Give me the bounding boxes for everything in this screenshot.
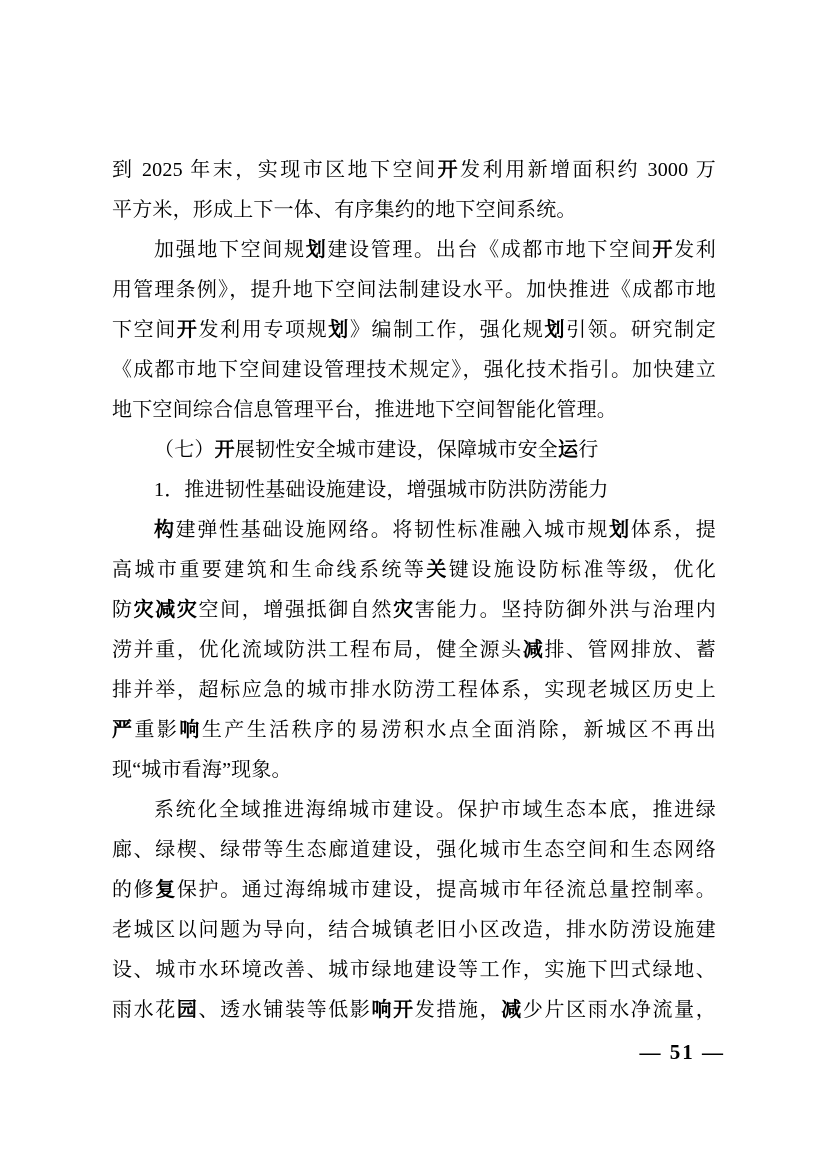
bold-text-run: 减	[501, 999, 523, 1021]
text-run: 雨水花	[112, 999, 177, 1021]
text-run: 建弹性基础设施网络。将韧性标准融入城市规	[175, 519, 610, 541]
text-line	[112, 150, 716, 190]
text-run: 展韧性安全城市建设，保障城市安全	[234, 439, 559, 461]
text-line	[112, 470, 716, 510]
text-line	[112, 990, 716, 1030]
text-run: 涝并重，优化流域防洪工程布局，健全源头	[112, 639, 523, 661]
text-run: 行	[578, 439, 599, 461]
bold-text-run: 开	[214, 439, 235, 461]
bold-text-run: 划	[305, 239, 328, 261]
text-run: 害能力。坚持防御外洪与治理内	[414, 599, 716, 621]
text-line	[112, 950, 716, 990]
bold-text-run: 灾	[393, 599, 415, 621]
text-run: 建设管理。出台《成都市地下空间	[327, 239, 653, 261]
text-run: 加强地下空间规	[154, 239, 306, 261]
text-run: 地下空间综合信息管理平台，推进地下空间智能化管理。	[112, 399, 617, 421]
text-run: 少片区雨水净流量，	[522, 999, 716, 1021]
text-block	[112, 150, 716, 1030]
bold-text-run: 划	[609, 519, 631, 541]
text-run: 老城区以问题为导向，结合城镇老旧小区改造，排水防涝设施建	[112, 919, 716, 941]
text-line	[112, 430, 716, 470]
text-run: 发措施，	[414, 999, 502, 1021]
text-line	[112, 790, 716, 830]
text-run: （七）	[154, 439, 215, 461]
text-line	[112, 310, 716, 350]
text-run: 《成都市地下空间建设管理技术规定》，强化技术指引。加快建立	[112, 359, 716, 381]
text-run: 系统化全域推进海绵城市建设。保护市域生态本底，推进绿	[154, 799, 716, 821]
bold-text-run: 园	[176, 999, 199, 1021]
text-run: 设、城市水环境改善、城市绿地建设等工作，实施下凹式绿地、	[112, 959, 716, 981]
text-run: 平方米，形成上下一体、有序集约的地下空间系统。	[112, 199, 577, 221]
text-run: 发利用专项规	[198, 319, 329, 341]
bold-text-run: 开	[176, 319, 199, 341]
text-line	[112, 710, 716, 750]
text-run: 重影	[134, 719, 180, 741]
bold-text-run: 构	[154, 519, 176, 541]
text-line	[112, 670, 716, 710]
text-line	[112, 870, 716, 910]
text-run: 键设施设防标准等级，优化	[448, 559, 716, 581]
text-run: 空间，增强抵御自然	[198, 599, 394, 621]
text-line	[112, 550, 716, 590]
text-run: 排、管网排放、蓄	[544, 639, 716, 661]
text-line	[112, 910, 716, 950]
bold-text-run: 开	[652, 239, 675, 261]
text-run: 到 2025 年末，实现市区地下空间	[112, 159, 438, 181]
text-line	[112, 590, 716, 630]
text-run: 排并举，超标应急的城市排水防涝工程体系，实现老城区历史上	[112, 679, 716, 701]
text-run: 高城市重要建筑和生命线系统等	[112, 559, 427, 581]
text-run: 下空间	[112, 319, 177, 341]
text-run: 防	[112, 599, 134, 621]
bold-text-run: 划	[544, 319, 567, 341]
page-number: — 51 —	[639, 1040, 725, 1064]
text-run: 用管理条例》，提升地下空间法制建设水平。加快推进《成都市地	[112, 279, 716, 301]
bold-text-run: 复	[155, 879, 177, 901]
bold-text-run: 划	[328, 319, 350, 341]
bold-text-run: 灾减灾	[133, 599, 199, 621]
text-run: 》编制工作，强化规	[349, 319, 545, 341]
bold-text-run: 关	[426, 559, 449, 581]
text-line	[112, 830, 716, 870]
text-run: 、透水铺装等低影	[198, 999, 372, 1021]
text-run: 体系，提	[630, 519, 716, 541]
text-line	[112, 390, 716, 430]
text-run: 引领。研究制定	[566, 319, 717, 341]
text-run: 1．推进韧性基础设施建设，增强城市防洪防涝能力	[154, 479, 609, 501]
bold-text-run: 响	[179, 719, 202, 741]
text-run: 现“城市看海”现象。	[112, 759, 292, 781]
text-line	[112, 750, 716, 790]
text-line	[112, 190, 716, 230]
text-run: 的修	[112, 879, 156, 901]
bold-text-run: 开	[437, 159, 461, 181]
text-line	[112, 350, 716, 390]
text-line	[112, 230, 716, 270]
text-run: 保护。通过海绵城市建设，提高城市年径流总量控制率。	[176, 879, 716, 901]
bold-text-run: 运	[558, 439, 579, 461]
text-run: 发利用新增面积约 3000 万	[460, 159, 716, 181]
bold-text-run: 减	[522, 639, 545, 661]
bold-text-run: 响开	[371, 999, 415, 1021]
text-run: 廊、绿楔、绿带等生态廊道建设，强化城市生态空间和生态网络	[112, 839, 716, 861]
text-run: 生产生活秩序的易涝积水点全面消除，新城区不再出	[201, 719, 716, 741]
text-line	[112, 630, 716, 670]
text-line	[112, 270, 716, 310]
text-line	[112, 510, 716, 550]
text-run: 发利	[674, 239, 716, 261]
bold-text-run: 严	[112, 719, 135, 741]
